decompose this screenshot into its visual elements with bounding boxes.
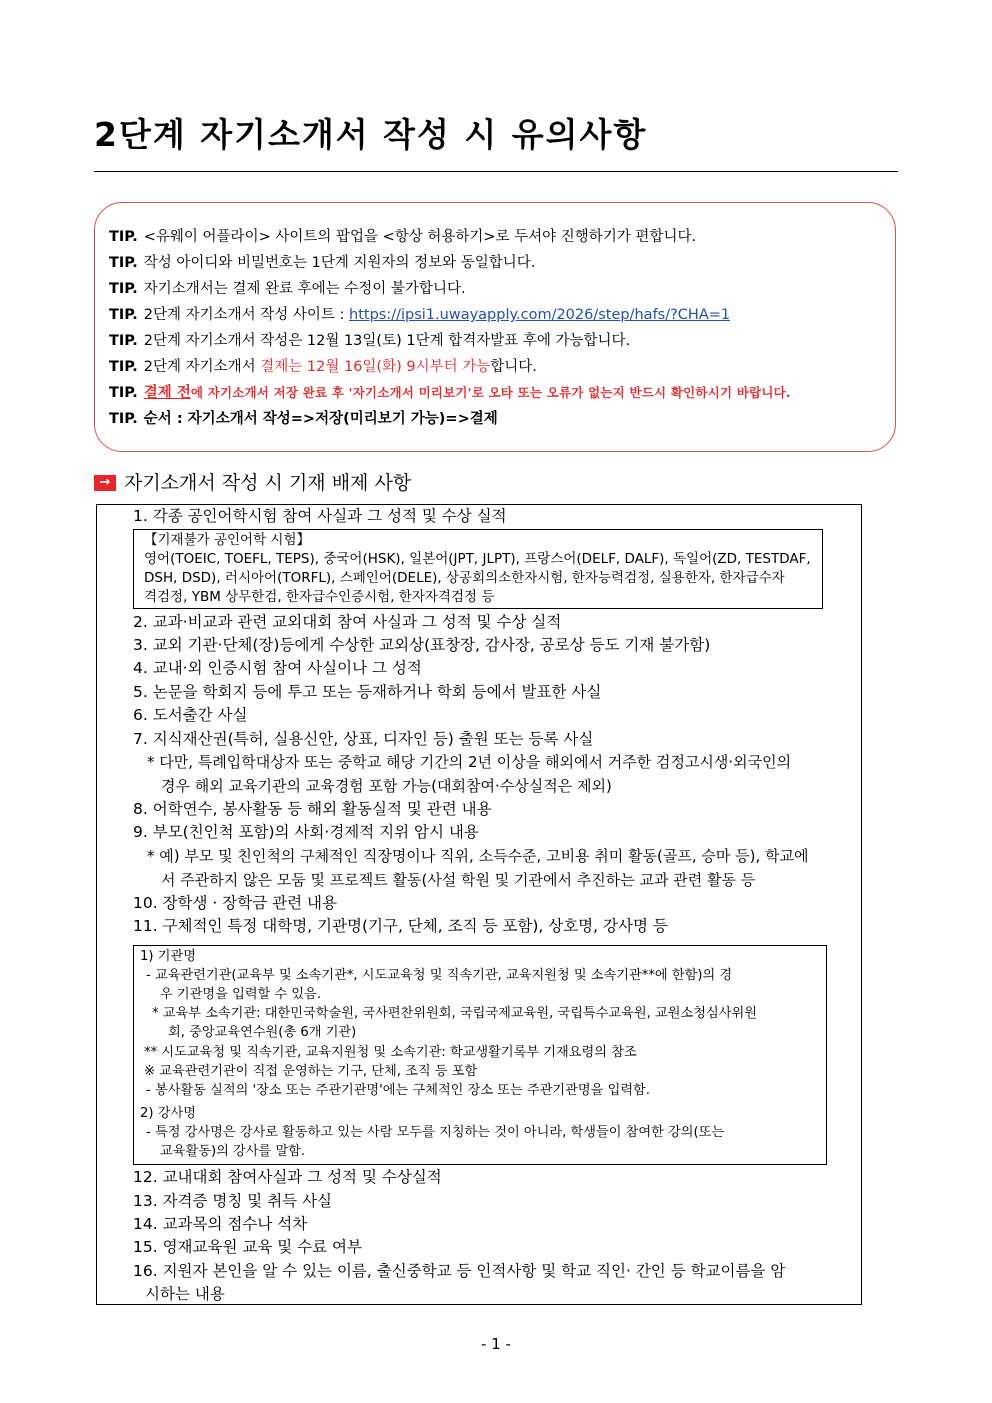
list-item: 15. 영재교육원 교육 및 수료 여부: [133, 1238, 362, 1256]
box-line: 영어(TOEIC, TOEFL, TEPS), 중국어(HSK), 일본어(JPT, JLPT), 프랑스어(DELF, DALF), 독일어(ZD, TESTDAF,: [144, 551, 811, 567]
tip-box: [94, 202, 896, 452]
tip-text: 작성 아이디와 비밀번호는 1단계 지원자의 정보와 동일합니다.: [143, 255, 536, 271]
tip-site: [109, 305, 730, 325]
tip-text: 2단계 자기소개서: [143, 359, 261, 375]
tip-label: TIP.: [109, 307, 138, 323]
institution-name-box: [133, 945, 827, 1165]
box-line: * 교육부 소속기관: 대한민국학술원, 국사편찬위원회, 국립국제교육원, 국립특수교육원, 교원소청심사위원: [152, 1006, 757, 1021]
tip-text: 2단계 자기소개서 작성 사이트 :: [143, 307, 350, 323]
title-divider: [94, 171, 898, 172]
list-note: * 예) 부모 및 친인척의 구체적인 직장명이나 직위, 소득수준, 고비용 취미 활동(골프, 승마 등), 학교에: [147, 847, 809, 865]
box-line: ※ 교육관련기관이 직접 운영하는 기구, 단체, 조직 등 포함: [144, 1064, 478, 1079]
tip-order: [109, 409, 498, 429]
tip-label: TIP.: [109, 411, 138, 427]
tip-text: 순서 : 자기소개서 작성=>저장(미리보기 가능)=>결제: [143, 411, 498, 427]
tip-text: 에 자기소개서 저장 완료 후 '자기소개서 미리보기'로 오타 또는 오류가 없는지 반드시 확인하시기 바랍니다.: [190, 385, 791, 400]
tip-label: TIP.: [109, 359, 138, 375]
box-line: - 교육관련기관(교육부 및 소속기관*, 시도교육청 및 직속기관, 교육지원청 및 소속기관**에 한함)의 경: [146, 968, 733, 983]
exclusion-list-box: [96, 504, 862, 1305]
list-item: 1. 각종 공인어학시험 참여 사실과 그 성적 및 수상 실적: [133, 507, 507, 525]
tip-payment: [109, 357, 537, 377]
page-title: 2단계 자기소개서 작성 시 유의사항: [94, 115, 648, 154]
page-number: - 1 -: [481, 1335, 511, 1353]
box-line: 우 기관명을 입력할 수 있음.: [160, 987, 322, 1002]
box-line: - 특정 강사명은 강사로 활동하고 있는 사람 모두를 지칭하는 것이 아니라, 학생들이 참여한 강의(또는: [146, 1125, 725, 1140]
tip-label: TIP.: [109, 281, 138, 297]
tip-edit: [109, 279, 466, 299]
list-item: 6. 도서출간 사실: [133, 706, 248, 724]
list-item: 13. 자격증 명칭 및 취득 사실: [133, 1192, 333, 1210]
box-line: DSH, DSD), 러시아어(TORFL), 스페인어(DELE), 상공회의소한자시험, 한자능력검정, 실용한자, 한자급수자: [144, 570, 785, 586]
list-item: 시하는 내용: [145, 1285, 225, 1303]
tip-label: TIP.: [109, 333, 138, 349]
list-item: 3. 교외 기관·단체(장)등에게 수상한 교외상(표창장, 감사장, 공로상 등도 기재 불가함): [133, 636, 711, 654]
site-link[interactable]: https://ipsi1.uwayapply.com/2026/step/hafs/?CHA=1: [349, 307, 731, 323]
list-note: 경우 해외 교육기관의 교육경험 포함 가능(대회참여·수상실적은 제외): [161, 777, 612, 795]
list-item: 7. 지식재산권(특허, 실용신안, 상표, 디자인 등) 출원 또는 등록 사실: [133, 730, 594, 748]
tip-check: [109, 383, 791, 403]
list-item: 12. 교내대회 참여사실과 그 성적 및 수상실적: [133, 1168, 442, 1186]
box-line: 교육활동)의 강사를 말함.: [160, 1144, 306, 1159]
tip-schedule: [109, 331, 630, 351]
tip-text: 합니다.: [490, 359, 537, 375]
list-item: 5. 논문을 학회지 등에 투고 또는 등재하거나 학회 등에서 발표한 사실: [133, 683, 602, 701]
list-item: 2. 교과·비교과 관련 교외대회 참여 사실과 그 성적 및 수상 실적: [133, 613, 562, 631]
tip-label: TIP.: [109, 229, 138, 245]
list-item: 9. 부모(친인척 포함)의 사회·경제적 지위 암시 내용: [133, 823, 479, 841]
tip-label: TIP.: [109, 385, 138, 401]
tip-text: <유웨이 어플라이> 사이트의 팝업을 <항상 허용하기>로 두셔야 진행하기가 편합니다.: [143, 229, 697, 245]
box-heading: 1) 기관명: [140, 949, 196, 964]
list-note: * 다만, 특례입학대상자 또는 중학교 해당 기간의 2년 이상을 해외에서 거주한 검정고시생·외국인의: [147, 753, 792, 771]
section-title: 자기소개서 작성 시 기재 배제 사항: [124, 472, 412, 494]
language-test-box: [133, 529, 823, 609]
box-line: 회, 중앙교육연수원(총 6개 기관): [168, 1025, 357, 1040]
box-line: 격검정, YBM 상무한검, 한자급수인증시험, 한자자격검정 등: [144, 589, 495, 605]
box-line: ** 시도교육청 및 직속기관, 교육지원청 및 소속기관: 학교생활기록부 기재요령의 참조: [144, 1045, 637, 1060]
tip-text: 자기소개서는 결제 완료 후에는 수정이 불가합니다.: [143, 281, 466, 297]
tip-text: 2단계 자기소개서 작성은 12월 13일(토) 1단계 합격자발표 후에 가능합니다.: [143, 333, 631, 349]
list-item: 14. 교과목의 점수나 석차: [133, 1215, 308, 1233]
list-item: 4. 교내·외 인증시험 참여 사실이나 그 성적: [133, 659, 422, 677]
tip-label: TIP.: [109, 255, 138, 271]
tip-id: [109, 253, 535, 273]
box-heading: 【기재불가 공인어학 시험】: [144, 532, 310, 548]
arrow-icon: →: [94, 475, 116, 491]
box-heading: 2) 강사명: [140, 1106, 196, 1121]
list-note: 서 주관하지 않은 모둠 및 프로젝트 활동(사설 학원 및 기관에서 추진하는 교과 관련 활동 등: [161, 871, 756, 889]
list-item: 16. 지원자 본인을 알 수 있는 이름, 출신중학교 등 인적사항 및 학교 직인· 간인 등 학교이름을 암: [133, 1262, 786, 1280]
tip-popup: [109, 227, 696, 247]
list-item: 10. 장학생 · 장학금 관련 내용: [133, 894, 337, 912]
list-item: 8. 어학연수, 봉사활동 등 해외 활동실적 및 관련 내용: [133, 800, 492, 818]
tip-highlight: 결제 전: [143, 385, 191, 401]
box-line: - 봉사활동 실적의 '장소 또는 주관기관명'에는 구체적인 장소 또는 주관기관명을 입력함.: [146, 1083, 650, 1098]
list-item: 11. 구체적인 특정 대학명, 기관명(기구, 단체, 조직 등 포함), 상호명, 강사명 등: [133, 917, 668, 935]
tip-highlight: 결제는 12월 16일(화) 9시부터 가능: [260, 359, 491, 375]
